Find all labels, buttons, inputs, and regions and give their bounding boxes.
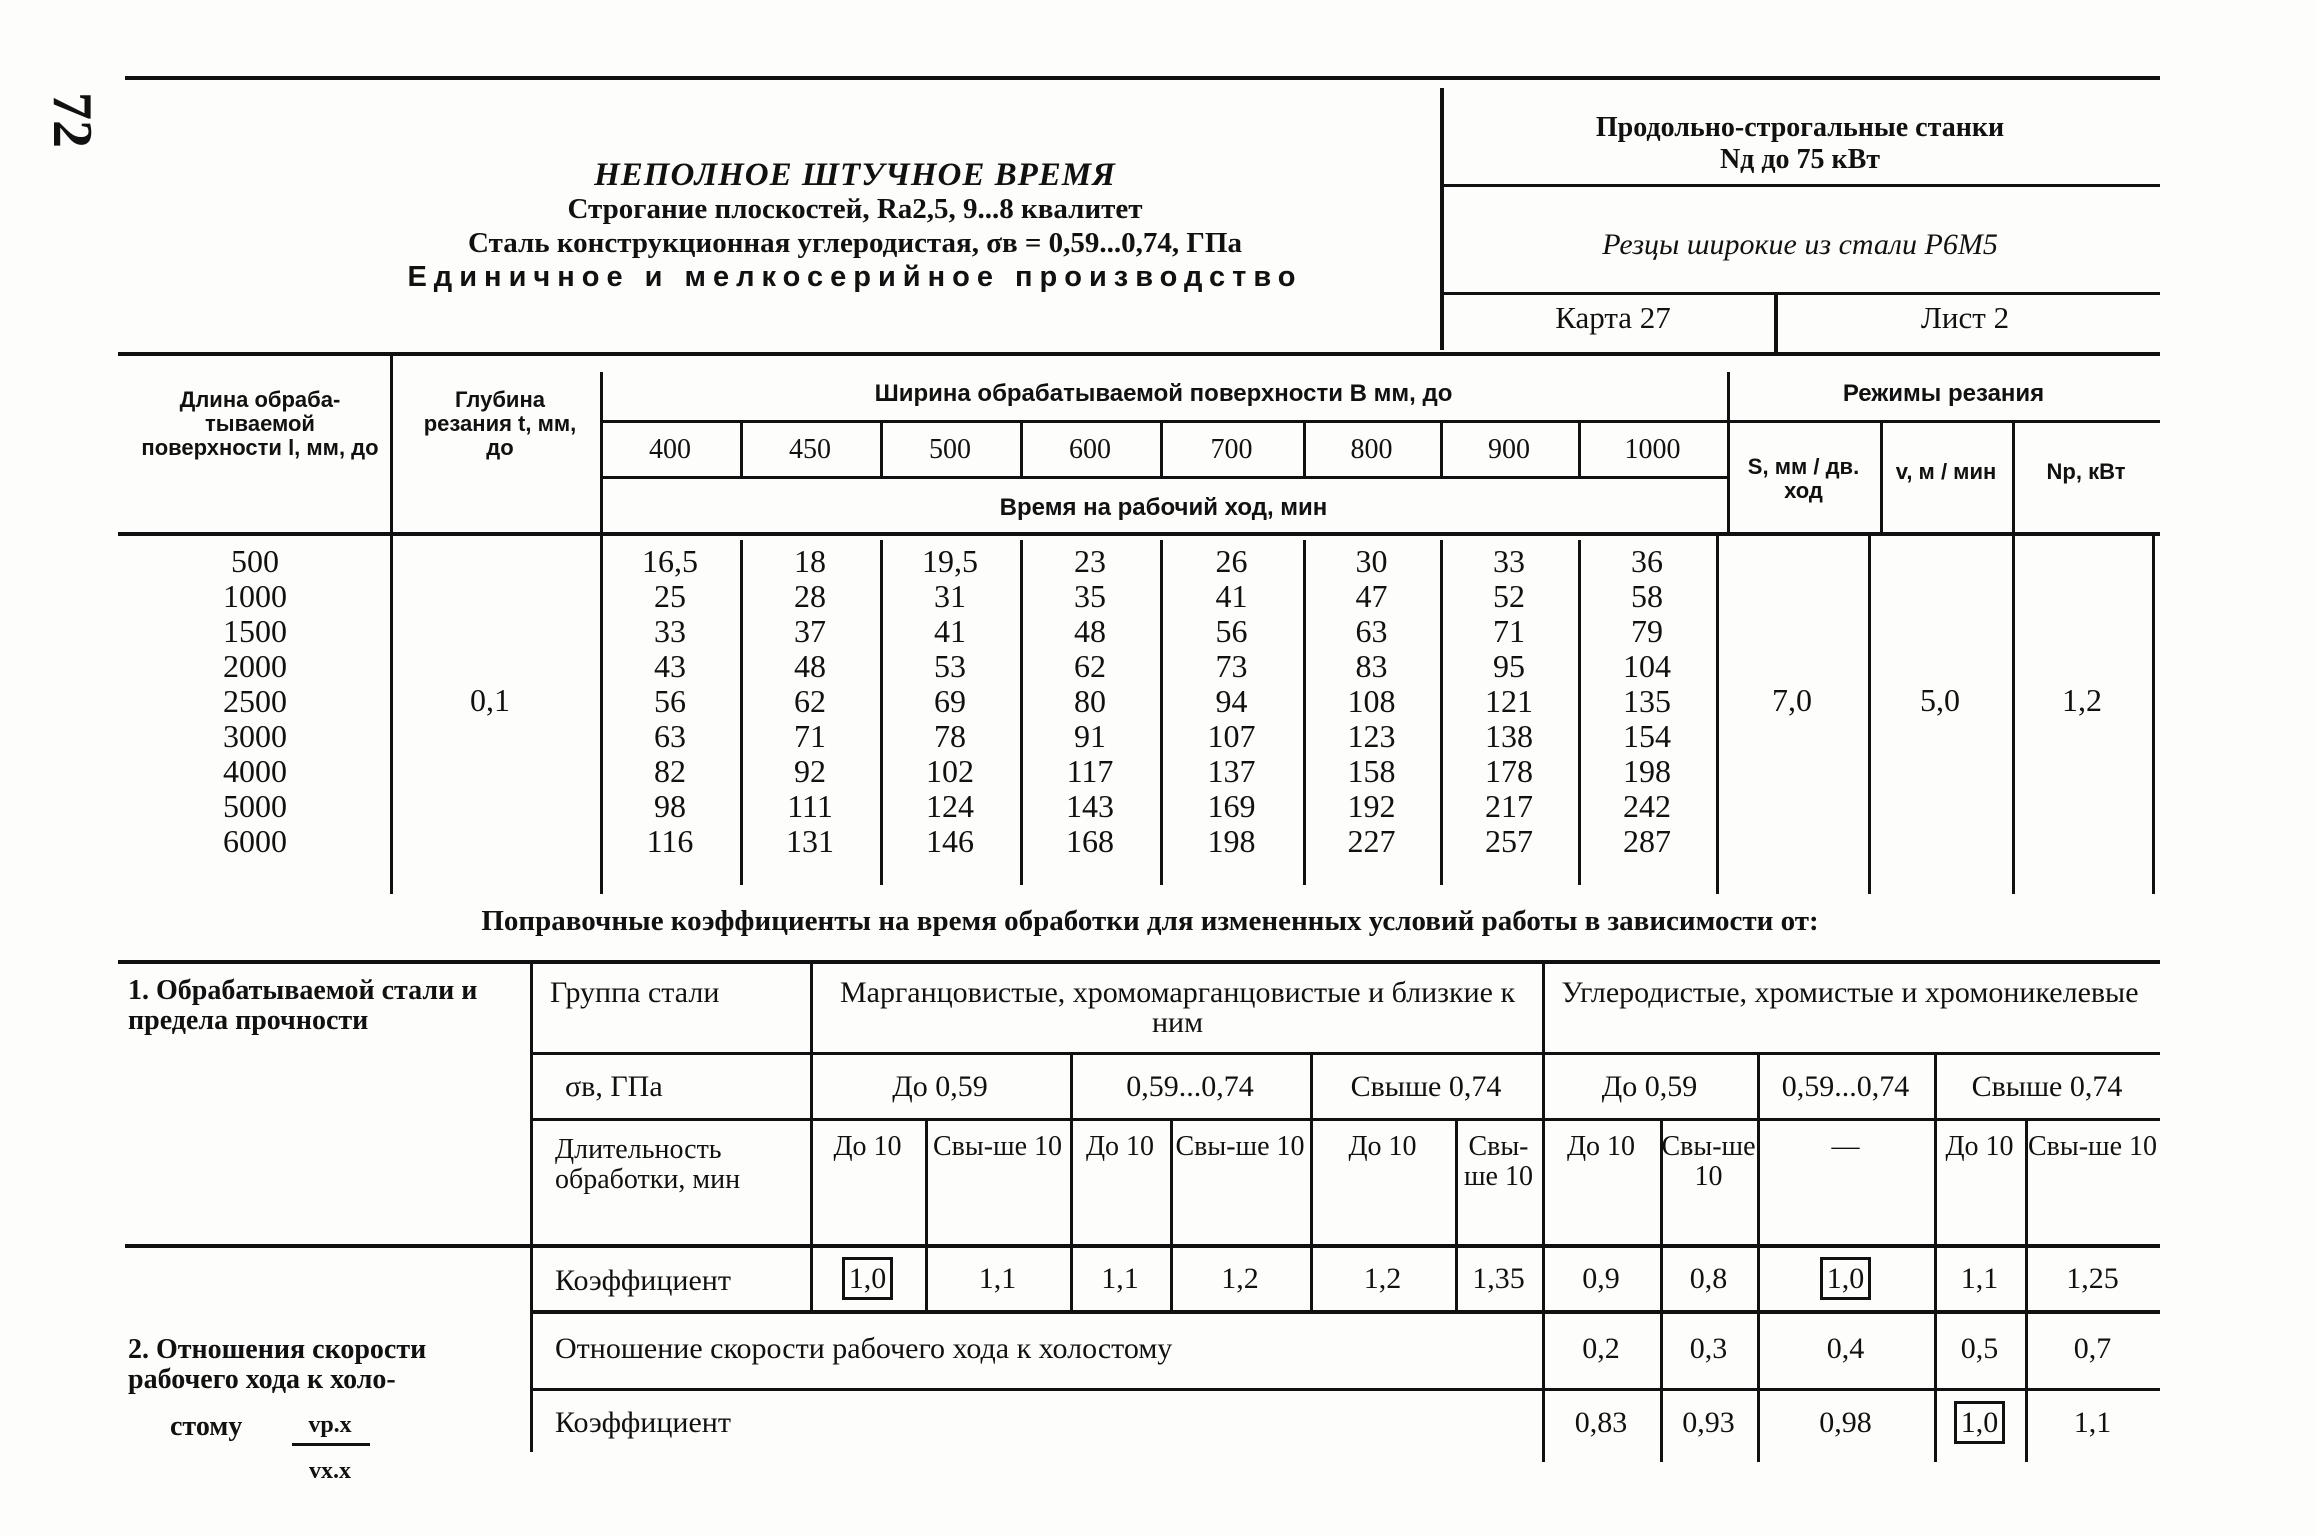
- time-value: 37: [794, 613, 826, 649]
- time-value: 78: [934, 718, 966, 754]
- coef-value: 1,2: [1221, 1262, 1259, 1295]
- header-rule: [600, 420, 2160, 423]
- machine-type: [1450, 112, 2150, 176]
- coef-cell: [925, 1264, 1070, 1294]
- coef-cell: [1660, 1264, 1757, 1294]
- time-value: 108: [1347, 683, 1396, 719]
- time-value: 158: [1347, 753, 1396, 789]
- coef-value: 1,0: [1820, 1257, 1872, 1300]
- time-value: 121: [1485, 683, 1533, 719]
- group-a: Марганцовистые, хромомарганцовистые и близкие к ним: [839, 976, 1516, 1039]
- time-value: 98: [654, 788, 686, 824]
- length-value: 1000: [223, 578, 287, 614]
- table-header-bottom: [118, 532, 2160, 536]
- tool-name: Резцы широкие из стали Р6М5: [1602, 228, 1998, 261]
- corr-rule: [125, 1244, 2160, 1248]
- time-value: 56: [654, 683, 686, 719]
- time-value: 143: [1066, 788, 1114, 824]
- width-header: Ширина обрабатываемой поверхности В мм, до: [874, 380, 1453, 407]
- time-value: 169: [1207, 788, 1256, 824]
- col-divider: [390, 534, 393, 894]
- corr-rule: [530, 1388, 2160, 1391]
- duration-value: Свы-ше 10: [2027, 1131, 2158, 1162]
- time-column: [1303, 544, 1440, 859]
- header-rule: [600, 476, 1728, 479]
- time-value: 135: [1623, 683, 1671, 719]
- time-column: [1440, 544, 1578, 859]
- time-value: 69: [934, 683, 966, 719]
- header-rule: [1440, 184, 2160, 187]
- correction-note: Поправочные коэффициенты на время обработки для измененных условий работы в зависимости от:: [481, 905, 1819, 937]
- time-value: 23: [1074, 543, 1106, 579]
- time-value: 82: [654, 753, 686, 789]
- time-value: 53: [934, 648, 966, 684]
- coef2-cell: [1934, 1408, 2025, 1438]
- s-value: 7,0: [1772, 682, 1812, 718]
- time-value: 36: [1631, 543, 1663, 579]
- corr-divider: [1934, 1054, 1937, 1462]
- coef2-cell: [1660, 1408, 1757, 1438]
- corr-top-rule: [118, 960, 2160, 964]
- title-line4: Единичное и мелкосерийное производство: [407, 261, 1303, 293]
- coef2-value: 0,98: [1819, 1406, 1872, 1439]
- time-value: 117: [1066, 753, 1114, 789]
- duration-value: До 10: [1085, 1131, 1155, 1162]
- header-divider: [1440, 88, 1444, 350]
- width-900: 900: [1488, 434, 1530, 465]
- width-600: 600: [1069, 434, 1111, 465]
- time-value: 111: [787, 788, 833, 824]
- coef-cell: [1070, 1264, 1170, 1294]
- time-value: 33: [654, 613, 686, 649]
- time-value: 287: [1623, 823, 1671, 859]
- time-column: [600, 544, 740, 859]
- time-value: 56: [1215, 613, 1248, 649]
- width-1000: 1000: [1624, 434, 1681, 465]
- length-value: 2000: [223, 648, 287, 684]
- time-value: 107: [1207, 718, 1256, 754]
- duration-value: —: [1831, 1131, 1860, 1162]
- time-value: 198: [1623, 753, 1671, 789]
- time-value: 94: [1215, 683, 1248, 719]
- title-line3: Сталь конструкционная углеродистая, σв = 0,59...0,74, ГПа: [468, 227, 1242, 259]
- length-value: 5000: [223, 788, 287, 824]
- time-value: 18: [794, 543, 826, 579]
- page-number: 72: [41, 92, 103, 148]
- time-value: 48: [1074, 613, 1106, 649]
- coef-value: 0,8: [1689, 1262, 1728, 1295]
- ratio-value: 0,2: [1582, 1332, 1620, 1365]
- sigma-b2: 0,59...0,74: [1781, 1070, 1910, 1103]
- time-value: 52: [1493, 578, 1525, 614]
- machine-line1: Продольно-строгальные станки: [1595, 112, 2005, 143]
- length-value: 4000: [223, 753, 287, 789]
- depth-header: Глубина резания t, мм, до: [423, 387, 577, 460]
- coef2-cell: [1542, 1408, 1660, 1438]
- coef-value: 1,0: [842, 1257, 894, 1300]
- length-header: Длина обраба-тываемой поверхности l, мм, до: [141, 387, 379, 460]
- ratio-numerator: vр.х: [308, 1412, 352, 1438]
- corr-item2-b: стому: [170, 1411, 243, 1442]
- coef-cell: [1542, 1264, 1660, 1294]
- lengths-column: [190, 544, 320, 859]
- length-value: 500: [231, 543, 279, 579]
- n-value: 1,2: [2062, 682, 2102, 718]
- mode-v-header: v, м / мин: [1895, 459, 1997, 484]
- coef2-value: 0,83: [1574, 1406, 1628, 1439]
- duration-value: Свы-ше 10: [932, 1131, 1063, 1162]
- sigma-b1: До 0,59: [1601, 1070, 1698, 1103]
- time-value: 217: [1485, 788, 1533, 824]
- time-value: 92: [794, 753, 826, 789]
- time-value: 116: [646, 823, 694, 859]
- duration-value: Свы-ше 10: [1661, 1131, 1756, 1192]
- col-divider: [2152, 534, 2155, 894]
- coef-cell: [810, 1264, 925, 1294]
- time-value: 104: [1623, 648, 1671, 684]
- coef-value: 1,25: [2066, 1262, 2119, 1295]
- time-value: 73: [1215, 648, 1248, 684]
- duration-value: До 10: [1945, 1131, 2014, 1162]
- title-main: НЕПОЛНОЕ ШТУЧНОЕ ВРЕМЯ: [594, 157, 1116, 193]
- machine-line2: Nд до 75 кВт: [1719, 144, 1881, 175]
- coef-value: 1,2: [1363, 1262, 1402, 1295]
- ratio-bar: [292, 1443, 370, 1446]
- width-700: 700: [1210, 434, 1253, 465]
- card-number: Карта 27: [1555, 300, 1671, 335]
- sheet-number: Лист 2: [1920, 300, 2010, 335]
- coef-value: 1,35: [1472, 1262, 1525, 1295]
- coef-value: 1,1: [1960, 1262, 1999, 1295]
- sigma-label: σв, ГПа: [565, 1070, 663, 1103]
- steel-group-label: Группа стали: [550, 976, 720, 1009]
- time-value: 62: [794, 683, 826, 719]
- time-value: 63: [1355, 613, 1388, 649]
- length-value: 2500: [223, 683, 287, 719]
- coef-cell: [1934, 1264, 2025, 1294]
- time-value: 19,5: [922, 543, 978, 579]
- time-column: [1020, 544, 1160, 859]
- top-rule: [125, 76, 2160, 80]
- time-value: 102: [926, 753, 974, 789]
- time-value: 227: [1347, 823, 1396, 859]
- time-value: 123: [1347, 718, 1396, 754]
- group-b: Углеродистые, хромистые и хромоникелевые: [1561, 976, 2139, 1009]
- time-column: [740, 544, 880, 859]
- time-value: 31: [934, 578, 966, 614]
- coef-value: 0,9: [1582, 1262, 1620, 1295]
- ratio-value: 0,4: [1826, 1332, 1865, 1365]
- time-value: 79: [1631, 613, 1663, 649]
- time-value: 43: [654, 648, 686, 684]
- modes-header: Режимы резания: [1842, 380, 2045, 407]
- time-value: 71: [794, 718, 826, 754]
- time-value: 95: [1493, 648, 1525, 684]
- coef-cell: [1170, 1264, 1310, 1294]
- coef-value: 1,1: [1101, 1262, 1139, 1295]
- corr-divider: [1757, 1054, 1760, 1462]
- mode-n-header: Nр, кВт: [2046, 459, 2126, 484]
- coef-cell: [1455, 1264, 1542, 1294]
- duration-value: До 10: [1348, 1131, 1417, 1162]
- ratio-label: Отношение скорости рабочего хода к холостому: [555, 1332, 1173, 1365]
- mode-s-header: S, мм / дв. ход: [1747, 454, 1860, 503]
- corr-rule: [530, 1052, 2160, 1055]
- time-value: 35: [1074, 578, 1106, 614]
- ratio-value: 0,5: [1960, 1332, 1999, 1365]
- coef-label: Коэффициент: [555, 1264, 731, 1297]
- width-400: 400: [649, 434, 691, 465]
- time-column: [1578, 544, 1716, 859]
- corr-rule: [530, 1310, 2160, 1314]
- corr-divider: [1542, 962, 1545, 1462]
- time-value: 25: [654, 578, 686, 614]
- time-value: 168: [1066, 823, 1114, 859]
- corr-item2-a: 2. Отношения скорости рабочего хода к холо-: [128, 1334, 427, 1395]
- col-divider: [390, 356, 393, 534]
- duration-value: До 10: [1566, 1131, 1636, 1162]
- width-500: 500: [929, 434, 971, 465]
- duration-value: Свы-ше 10: [1464, 1131, 1533, 1192]
- title-line2: Строгание плоскостей, Ra2,5, 9...8 квалитет: [567, 193, 1143, 225]
- time-value: 28: [794, 578, 826, 614]
- time-value: 41: [1215, 578, 1248, 614]
- length-value: 3000: [223, 718, 287, 754]
- time-value: 16,5: [642, 543, 698, 579]
- coef2-cell: [2025, 1408, 2160, 1438]
- time-value: 131: [786, 823, 834, 859]
- coef-cell: [1757, 1264, 1934, 1294]
- coef2-cell: [1757, 1408, 1934, 1438]
- time-column: [1160, 544, 1303, 859]
- header-rule: [1440, 292, 2160, 295]
- length-value: 6000: [223, 823, 287, 859]
- coef2-value: 1,1: [2073, 1406, 2112, 1439]
- ratio-value: 0,3: [1689, 1332, 1728, 1365]
- duration-label: Длительность обработки, мин: [555, 1134, 741, 1195]
- time-value: 47: [1355, 578, 1388, 614]
- sigma-a1: До 0,59: [892, 1070, 988, 1103]
- table-top-rule: [118, 352, 2160, 356]
- coef2-value: 0,93: [1682, 1406, 1735, 1439]
- duration-value: Свы-ше 10: [1175, 1131, 1305, 1162]
- width-800: 800: [1350, 434, 1393, 465]
- sigma-a2: 0,59...0,74: [1126, 1070, 1254, 1103]
- time-value: 198: [1207, 823, 1256, 859]
- time-value: 138: [1485, 718, 1533, 754]
- time-value: 63: [654, 718, 686, 754]
- coef-value: 1,1: [978, 1262, 1017, 1295]
- time-value: 33: [1493, 543, 1525, 579]
- coef-cell: [2025, 1264, 2160, 1294]
- time-value: 124: [926, 788, 974, 824]
- time-value: 83: [1355, 648, 1388, 684]
- time-value: 257: [1485, 823, 1533, 859]
- time-value: 58: [1631, 578, 1663, 614]
- length-value: 1500: [223, 613, 287, 649]
- sigma-a3: Свыше 0,74: [1350, 1070, 1502, 1103]
- time-value: 48: [794, 648, 826, 684]
- ratio-denominator: vх.х: [309, 1458, 351, 1484]
- time-value: 192: [1347, 788, 1396, 824]
- time-value: 62: [1074, 648, 1106, 684]
- width-450: 450: [789, 434, 831, 465]
- corr-divider: [530, 962, 533, 1452]
- time-value: 137: [1207, 753, 1256, 789]
- duration-value: До 10: [833, 1131, 902, 1162]
- depth-value: 0,1: [470, 682, 510, 718]
- ratio-value: 0,7: [2073, 1332, 2112, 1365]
- time-value: 154: [1623, 718, 1671, 754]
- title-block: [300, 158, 1410, 294]
- v-value: 5,0: [1920, 682, 1960, 718]
- time-value: 71: [1493, 613, 1525, 649]
- time-value: 146: [926, 823, 974, 859]
- sigma-b3: Свыше 0,74: [1971, 1070, 2123, 1103]
- time-value: 178: [1485, 753, 1533, 789]
- corr-item1: 1. Обрабатываемой стали и предела прочности: [128, 975, 478, 1036]
- coef-cell: [1310, 1264, 1455, 1294]
- coef2-value: 1,0: [1954, 1401, 2006, 1444]
- time-value: 26: [1215, 543, 1248, 579]
- time-column: [880, 544, 1020, 859]
- coef2-label: Коэффициент: [555, 1406, 731, 1439]
- time-value: 242: [1623, 788, 1671, 824]
- time-value: 41: [934, 613, 966, 649]
- corr-rule: [530, 1118, 2160, 1121]
- time-value: 91: [1074, 718, 1106, 754]
- time-value: 80: [1074, 683, 1106, 719]
- time-header: Время на рабочий ход, мин: [999, 494, 1328, 521]
- time-value: 30: [1355, 543, 1388, 579]
